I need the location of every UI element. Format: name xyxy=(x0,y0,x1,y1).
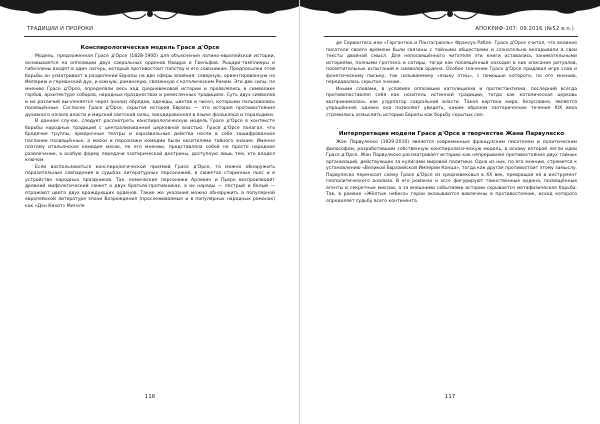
page-number-right: 117 xyxy=(444,394,456,400)
header-rule xyxy=(24,36,276,37)
paragraph: Иными словами, в условиях оппозиции католицизма и протестантизма, последний всегда противопоставлял себя как носитель истинной традиции, тогда как католическая церковь воспринималась как узурпатор сакральной власти. Такая картина мира, безусловно, является упрощённой, однако она позволяет увидеть, каким образом эзотерические течения XIX века стремились осмыслить историю Европы как борьбу скрытых сил. xyxy=(326,86,577,118)
paragraph: В данном случае, следует рассмотреть конспирологическую модель Грасе д'Орсе в контексте борьбы народных традиций с централизованной церковной властью. Грасе д'Орсе полагал, что бродячие труппы, ярмарочные театры и карнавальные действа несли в себе зашифрованное послание посвящённых, а маски и персонажи комедии были носителями тайного знания. Именно поэтому итальянская комедия масок, по его мнению, представляла собой не просто народное развлечение, а особую форму передачи эзотерической доктрины, доступную лишь тем, кто владел ключом. xyxy=(25,119,275,163)
floral-flourish-ornament xyxy=(300,0,600,24)
running-head-left: ТРАДИЦИИ И ПРОРОКИ xyxy=(27,26,94,32)
paragraph: Модель, предложенная Грасе д'Орсе (1828-1900) для объяснения латино-европейской истории, основывается на оппозиции двух сакральных орденов Квадра и Гвельфов. Рыцари-тамплиеры и гибеллины входят в один лагерь, который противостоит папству и его союзникам. Предпосылки этой борьбы он усматривает в разделении Европы на две сферы влияния: северную, ориентированную на Империю и германский дух, и южную, романскую, связанную с католическим Римом. Эти две силы, по мнению Грасе д'Орсе, определяли весь ход средневековой истории и проявлялись в символике гербов, архитектуре соборов, народных празднествах и ремесленных традициях. Суть двух символов и их различий вычленяется через анализ обрядов, одежды, цветов и чисел, которыми пользовались посвящённые. Согласно Грасе д'Орсе, скрытая история Европы — это история противостояния духовного начала власти и мирской светской силы, закодированная в языке фольклора и геральдики. xyxy=(25,54,275,118)
paragraph: де Сервантеса или «Гаргантюа и Пантагрюэль» Франсуа Рабле. Грасе д'Орсе считал, что великие писатели своего времени были связаны с тайными обществами и сознательно вкладывали в свои тексты двойной смысл. Для непосвящённого читателя эти книги оставались занимательными историями, полными гротеска и сатиры, тогда как посвящённый находил в них описание ритуалов, посвятительных испытаний и символов ордена. Особое значение Грасе д'Орсе придавал игре слов и фонетическому письму, так называемому «языку птиц», с помощью которого, по его мнению, передавалось скрытое знание. xyxy=(326,41,577,85)
floral-flourish-ornament xyxy=(0,0,300,24)
right-page xyxy=(300,0,600,424)
page-number-left: 116 xyxy=(144,394,156,400)
header-rule xyxy=(324,36,578,37)
section-heading: Конспирологическая модель Грасе д'Орсе xyxy=(80,45,220,51)
right-text-block xyxy=(326,41,577,205)
left-text-block xyxy=(25,41,275,210)
running-head-right: АПОКРИФ-107: 09.2016 (№52 e.n.) xyxy=(475,26,574,32)
paragraph: Если воспользоваться конспирологической призмой Грасе д'Орсе, то можно обнаружить поразительные совпадения в судьбах литературных персонажей, в сюжетах старинных пьес и в устройстве народных праздников. Так, комические персонажи Арлекин и Пьеро воспроизводят древний мифологический сюжет о двух братьях-противниках, а их наряды — пестрый и белый — отражают цвета двух враждующих орденов. Такие же указания можно обнаружить в популярной европейской литературе эпохи Возрождения (прослеживаемые и в популярных народных романах) как «Дон Кихот» Мигеля xyxy=(25,164,275,209)
section-heading: Интерпретация модели Грасе д'Орсе в творчестве Жана Парвулеско xyxy=(338,131,565,137)
paragraph: Жан Парвулеско (1929-2010) является современным французским писателем и политическим философом, разработавшим собственную конспирологическую модель, в основу которой легли идеи Грасе д'Орсе. Жан Парвулеско рассматривает историю как непрерывное противостояние двух тайных организаций, действующих за кулисами мировой политики. Одна из них, по его мнению, стремится к установлению «Великой Евразийской Империи Конца», тогда как другая противостоит этому замыслу. Парвулеско переносит схему Грасе д'Орсе из средневековья в XX век, превращая её в инструмент геополитического анализа. В его романах и эссе фигурируют таинственные ордена, посвящённые агенты и секретные миссии, а за внешними событиями истории скрывается метафизическая борьба. Так, в романе «Жёлтые небеса» герои оказываются вовлечены в противостояние, исход которого определяет судьбу всего континента. xyxy=(326,140,577,204)
